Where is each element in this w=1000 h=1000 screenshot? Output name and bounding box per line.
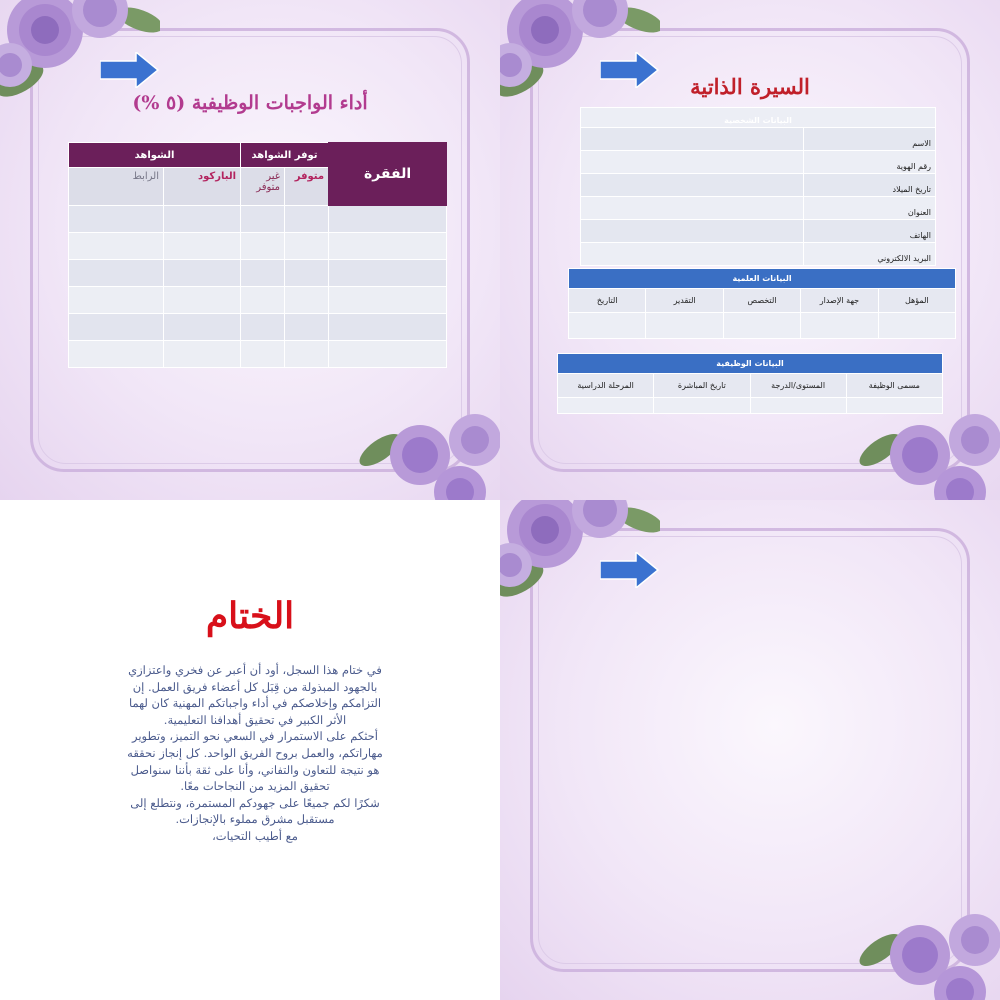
right-arrow-icon — [600, 552, 660, 588]
table-row — [69, 314, 447, 341]
closing-line: الأثر الكبير في تحقيق أهدافنا التعليمية. — [163, 712, 347, 727]
closing-message — [90, 662, 420, 845]
right-arrow-icon — [100, 52, 160, 88]
closing-line: أحثكم على الاستمرار في السعي نحو التميز، وتطوير — [132, 729, 378, 744]
column-header: التقدير — [646, 289, 723, 313]
column-header: مسمى الوظيفة — [846, 374, 942, 398]
performance-table — [68, 142, 447, 368]
column-header: التخصص — [723, 289, 800, 313]
field-label: البريد الالكتروني — [804, 243, 936, 266]
closing-line: بالجهود المبذولة من قِبَل كل أعضاء فريق العمل. إن — [132, 679, 378, 694]
closing-line: مع أطيب التحيات، — [212, 828, 298, 843]
column-header: المستوى/الدرجة — [750, 374, 846, 398]
table-row — [69, 260, 447, 287]
column-header: التاريخ — [569, 289, 646, 313]
table-row — [581, 243, 936, 266]
personal-data-header: البيانات الشخصية — [581, 108, 936, 128]
table-row — [569, 313, 956, 339]
field-label: الهاتف — [804, 220, 936, 243]
column-header: تاريخ المباشرة — [654, 374, 750, 398]
column-not-available: غير متوفر — [241, 168, 285, 206]
academic-data-header: البيانات العلمية — [569, 269, 956, 289]
table-row — [581, 128, 936, 151]
table-row — [69, 341, 447, 368]
closing-line: شكرًا لكم جميعًا على جهودكم المستمرة، ونتطلع إلى — [130, 795, 380, 810]
table-row — [581, 220, 936, 243]
column-available: متوفر — [285, 168, 329, 206]
column-barcode: الباركود — [164, 168, 241, 206]
column-link: الرابط — [69, 168, 164, 206]
field-label: تاريخ الميلاد — [804, 174, 936, 197]
availability-header: توفر الشواهد — [241, 143, 329, 168]
table-row — [69, 233, 447, 260]
closing-slide — [500, 500, 1000, 1000]
closing-line: التزامكم وإخلاصكم في أداء واجباتكم المهنية كان لهما — [128, 696, 382, 711]
evidence-header: الشواهد — [69, 143, 241, 168]
table-row — [69, 206, 447, 233]
page-title: السيرة الذاتية — [690, 74, 810, 99]
table-row — [581, 197, 936, 220]
rose-flowers-icon — [350, 380, 500, 500]
job-data-table — [557, 353, 943, 414]
table-row — [581, 151, 936, 174]
table-row — [69, 287, 447, 314]
closing-line: تحقيق المزيد من النجاحات معًا. — [180, 779, 330, 794]
closing-line: في ختام هذا السجل، أود أن أعبر عن فخري واعتزازي — [128, 663, 382, 677]
table-row — [581, 174, 936, 197]
closing-line: مستقبل مشرق مملوء بالإنجازات. — [175, 812, 335, 827]
performance-slide — [0, 0, 500, 500]
closing-line: هو نتيجة للتعاون والتفاني، وأنا على ثقة بأننا سنواصل — [130, 762, 380, 777]
item-header: الفقرة — [329, 143, 447, 206]
column-header: جهة الإصدار — [801, 289, 878, 313]
column-header: المرحلة الدراسية — [558, 374, 654, 398]
page-title: الختام — [205, 595, 295, 637]
personal-data-table — [580, 107, 936, 266]
field-label: الاسم — [804, 128, 936, 151]
column-header: المؤهل — [878, 289, 955, 313]
table-row — [558, 398, 943, 414]
field-label: العنوان — [804, 197, 936, 220]
field-label: رقم الهوية — [804, 151, 936, 174]
academic-data-table — [568, 268, 956, 339]
rose-flowers-icon — [850, 880, 1000, 1000]
job-data-header: البيانات الوظيفية — [558, 354, 943, 374]
closing-line: مهاراتكم، والعمل بروح الفريق الواحد. كل إنجاز نحققه — [127, 745, 383, 760]
cv-slide — [500, 0, 1000, 500]
page-title: أداء الواجبات الوظيفية (٥ %) — [132, 92, 368, 114]
